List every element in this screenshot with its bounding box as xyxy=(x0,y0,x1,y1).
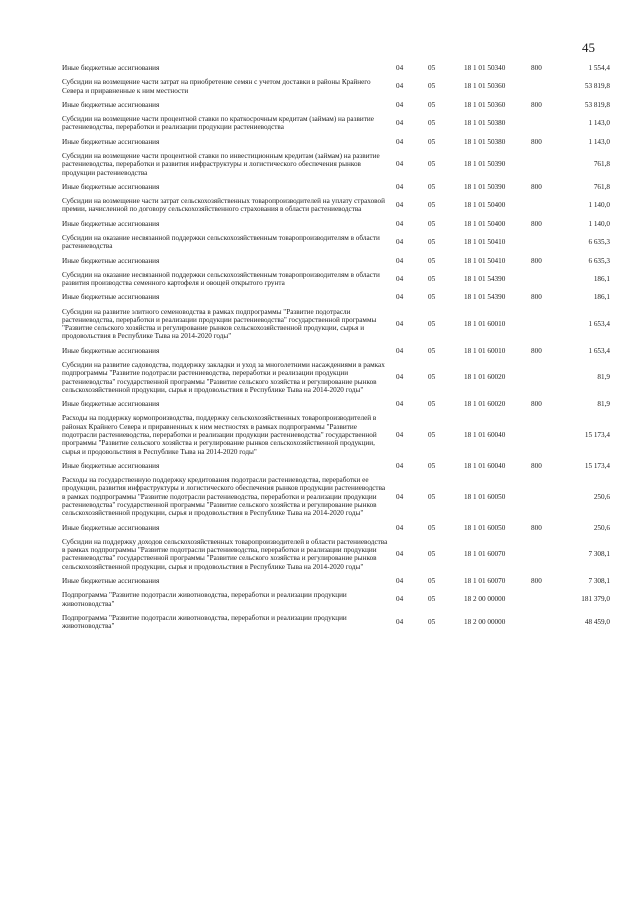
row-target-item-code: 18 1 01 60040 xyxy=(464,461,506,470)
row-subsection-code: 05 xyxy=(428,160,436,169)
row-name: Субсидии на развитие элитного семеноводства в рамках подпрограммы "Развитие подотрасли растениеводства, переработки и реализации продукции растениеводства" государственной программы "Развитие сельского хозяйства и регулирование рынков сельскохозяйственной продукции, сырья и продовольствия в Республике Тыва на 2014-2020 годы" xyxy=(62,307,377,341)
budget-table xyxy=(62,62,610,634)
table-row xyxy=(62,136,610,150)
row-amount: 7 308,1 xyxy=(588,576,610,585)
row-amount: 1 653,4 xyxy=(588,346,610,355)
row-amount: 761,8 xyxy=(593,160,610,169)
row-expense-type-code: 800 xyxy=(531,346,542,355)
row-target-item-code: 18 2 00 00000 xyxy=(464,595,506,604)
row-amount: 186,1 xyxy=(593,293,610,302)
row-subsection-code: 05 xyxy=(428,523,436,532)
row-target-item-code: 18 1 01 60010 xyxy=(464,320,506,329)
row-section-code: 04 xyxy=(396,82,404,91)
table-row xyxy=(62,612,610,635)
row-target-item-code: 18 1 01 60020 xyxy=(464,373,506,382)
row-name: Подпрограмма "Развитие подотрасли животноводства, переработки и реализации продукции животноводства" xyxy=(62,613,347,631)
row-subsection-code: 05 xyxy=(428,119,436,128)
row-amount: 1 554,4 xyxy=(588,64,610,72)
row-expense-type-code: 800 xyxy=(531,576,542,585)
row-subsection-code: 05 xyxy=(428,238,436,247)
table-row xyxy=(62,536,610,575)
row-target-item-code: 18 1 01 60050 xyxy=(464,523,506,532)
budget-table-body xyxy=(62,62,610,634)
row-amount: 1 143,0 xyxy=(588,137,610,146)
row-amount: 250,6 xyxy=(593,523,610,532)
row-subsection-code: 05 xyxy=(428,320,436,329)
row-expense-type-code: 800 xyxy=(531,523,542,532)
table-row xyxy=(62,460,610,474)
table-row xyxy=(62,589,610,612)
row-name: Иные бюджетные ассигнования xyxy=(62,219,160,228)
row-amount: 81,9 xyxy=(597,373,610,382)
table-row xyxy=(62,150,610,181)
row-target-item-code: 18 1 01 60020 xyxy=(464,400,506,409)
row-subsection-code: 05 xyxy=(428,256,436,265)
row-subsection-code: 05 xyxy=(428,576,436,585)
row-name: Подпрограмма "Развитие подотрасли животноводства, переработки и реализации продукции животноводства" xyxy=(62,591,347,608)
row-amount: 7 308,1 xyxy=(588,550,610,559)
row-name: Субсидии на возмещение части затрат сельскохозяйственных товаропроизводителей на уплату страховой премии, начисленной по договору сельскохозяйственного страхования в области растениеводства xyxy=(62,197,385,214)
row-name: Иные бюджетные ассигнования xyxy=(62,523,160,532)
row-target-item-code: 18 1 01 50360 xyxy=(464,82,506,91)
row-subsection-code: 05 xyxy=(428,550,436,559)
row-subsection-code: 05 xyxy=(428,431,436,439)
table-row xyxy=(62,113,610,136)
row-amount: 48 459,0 xyxy=(584,617,610,626)
row-subsection-code: 05 xyxy=(428,346,436,355)
row-section-code: 04 xyxy=(396,595,404,604)
row-name: Иные бюджетные ассигнования xyxy=(62,182,160,191)
row-name: Субсидии на возмещение части процентной ставки по краткосрочным кредитам (займам) на развитие растениеводства, переработки и реализации продукции растениеводства xyxy=(62,115,374,132)
row-subsection-code: 05 xyxy=(428,400,436,409)
row-subsection-code: 05 xyxy=(428,219,436,228)
row-expense-type-code xyxy=(531,589,567,612)
row-name: Иные бюджетные ассигнования xyxy=(62,293,160,302)
row-target-item-code: 18 2 00 00000 xyxy=(464,617,506,626)
row-name: Иные бюджетные ассигнования xyxy=(62,64,160,72)
row-target-item-code: 18 1 01 50390 xyxy=(464,182,506,191)
row-subsection-code: 05 xyxy=(428,64,436,72)
row-name: Субсидии на оказание несвязанной поддержки сельскохозяйственным товаропроизводителям в области растениеводства xyxy=(62,233,380,251)
row-expense-type-code xyxy=(531,359,567,398)
row-target-item-code: 18 1 01 50400 xyxy=(464,219,506,228)
table-row xyxy=(62,76,610,99)
row-section-code: 04 xyxy=(396,293,404,302)
row-amount: 1 653,4 xyxy=(588,320,610,329)
table-row xyxy=(62,306,610,345)
row-section-code: 04 xyxy=(396,64,404,72)
row-expense-type-code: 800 xyxy=(531,100,542,109)
row-expense-type-code xyxy=(531,474,567,521)
row-target-item-code: 18 1 01 50400 xyxy=(464,201,506,210)
row-expense-type-code: 800 xyxy=(531,219,542,228)
row-amount: 53 819,8 xyxy=(584,100,610,109)
row-target-item-code: 18 1 01 54390 xyxy=(464,274,506,283)
row-section-code: 04 xyxy=(396,400,404,409)
row-name: Субсидии на возмещение части затрат на приобретение семян с учетом доставки в районы Крайнего Севера и приравненные к ним местности xyxy=(62,78,371,95)
row-target-item-code: 18 1 01 60070 xyxy=(464,550,506,559)
table-row xyxy=(62,291,610,305)
row-expense-type-code xyxy=(531,536,567,575)
row-expense-type-code: 800 xyxy=(531,400,542,409)
row-section-code: 04 xyxy=(396,256,404,265)
row-target-item-code: 18 1 01 50410 xyxy=(464,238,506,247)
row-subsection-code: 05 xyxy=(428,137,436,146)
row-amount: 186,1 xyxy=(593,274,610,283)
table-row xyxy=(62,232,610,255)
row-name: Иные бюджетные ассигнования xyxy=(62,400,160,409)
row-name: Субсидии на возмещение части процентной ставки по инвестиционным кредитам (займам) на развитие растениеводства, переработки и развития инфраструктуры и логистического обеспечения рынков продукции растениеводства xyxy=(62,151,380,177)
row-target-item-code: 18 1 01 50380 xyxy=(464,119,506,128)
row-amount: 1 140,0 xyxy=(588,201,610,210)
table-row xyxy=(62,359,610,398)
row-expense-type-code xyxy=(531,232,567,255)
row-expense-type-code: 800 xyxy=(531,293,542,302)
row-target-item-code: 18 1 01 60010 xyxy=(464,346,506,355)
row-expense-type-code xyxy=(531,195,567,218)
row-expense-type-code: 800 xyxy=(531,137,542,146)
row-target-item-code: 18 1 01 54390 xyxy=(464,293,506,302)
row-name: Иные бюджетные ассигнования xyxy=(62,576,160,585)
row-expense-type-code xyxy=(531,612,567,635)
row-section-code: 04 xyxy=(396,431,404,439)
table-row xyxy=(62,181,610,195)
table-row xyxy=(62,522,610,536)
table-row xyxy=(62,99,610,113)
row-section-code: 04 xyxy=(396,320,404,329)
row-subsection-code: 05 xyxy=(428,82,436,91)
row-amount: 1 143,0 xyxy=(588,119,610,128)
row-target-item-code: 18 1 01 50390 xyxy=(464,160,506,169)
row-subsection-code: 05 xyxy=(428,373,436,382)
row-section-code: 04 xyxy=(396,274,404,283)
row-section-code: 04 xyxy=(396,119,404,128)
row-expense-type-code xyxy=(531,269,567,292)
row-name: Расходы на поддержку кормопроизводства, поддержку сельскохозяйственных товаропроизводителей в районах Крайнего Севера и приравненных к ним местностях в рамках подпрограммы "Развитие подотрасли растениеводства, переработки и реализации продукции растениеводства" государственной программы "Развитие сельского хозяйства и регулирование рынков сельскохозяйственной продукции, сырья и продовольствия в Республике Тыва на 2014-2020 годы" xyxy=(62,414,377,456)
table-row xyxy=(62,412,610,459)
row-expense-type-code xyxy=(531,113,567,136)
table-row xyxy=(62,255,610,269)
row-name: Иные бюджетные ассигнования xyxy=(62,256,160,265)
row-expense-type-code xyxy=(531,76,567,99)
row-amount: 53 819,8 xyxy=(584,82,610,91)
row-section-code: 04 xyxy=(396,201,404,210)
row-subsection-code: 05 xyxy=(428,182,436,191)
row-amount: 81,9 xyxy=(597,400,610,409)
row-target-item-code: 18 1 01 60050 xyxy=(464,492,506,501)
table-row xyxy=(62,345,610,359)
row-target-item-code: 18 1 01 50410 xyxy=(464,256,506,265)
row-amount: 250,6 xyxy=(593,492,610,501)
row-expense-type-code xyxy=(531,306,567,345)
row-name: Иные бюджетные ассигнования xyxy=(62,100,160,109)
row-target-item-code: 18 1 01 50380 xyxy=(464,137,506,146)
row-section-code: 04 xyxy=(396,219,404,228)
table-row xyxy=(62,62,610,76)
row-name: Субсидии на поддержку доходов сельскохозяйственных товаропроизводителей в области растениеводства в рамках подпрограммы "Развитие подотрасли растениеводства, переработки и реализации продукции растениеводства" государственной программы "Развитие сельского хозяйства и регулирование рынков сельскохозяйственной продукции, сырья и продовольствия в Республике Тыва на 2014-2020 годы" xyxy=(62,537,388,571)
table-row xyxy=(62,575,610,589)
row-expense-type-code: 800 xyxy=(531,461,542,470)
row-target-item-code: 18 1 01 50340 xyxy=(464,64,506,72)
row-subsection-code: 05 xyxy=(428,274,436,283)
row-expense-type-code: 800 xyxy=(531,256,542,265)
table-row xyxy=(62,195,610,218)
row-name: Иные бюджетные ассигнования xyxy=(62,137,160,146)
row-section-code: 04 xyxy=(396,137,404,146)
row-section-code: 04 xyxy=(396,238,404,247)
row-amount: 6 635,3 xyxy=(588,238,610,247)
row-subsection-code: 05 xyxy=(428,201,436,210)
row-expense-type-code: 800 xyxy=(531,182,542,191)
row-subsection-code: 05 xyxy=(428,492,436,501)
row-name: Иные бюджетные ассигнования xyxy=(62,346,160,355)
row-section-code: 04 xyxy=(396,346,404,355)
table-row xyxy=(62,398,610,412)
row-section-code: 04 xyxy=(396,461,404,470)
row-section-code: 04 xyxy=(396,100,404,109)
table-row xyxy=(62,218,610,232)
row-expense-type-code xyxy=(531,150,567,181)
row-amount: 181 379,0 xyxy=(581,595,610,604)
row-section-code: 04 xyxy=(396,576,404,585)
row-amount: 15 173,4 xyxy=(584,461,610,470)
table-row xyxy=(62,474,610,521)
row-expense-type-code xyxy=(531,412,567,459)
row-subsection-code: 05 xyxy=(428,100,436,109)
row-target-item-code: 18 1 01 50360 xyxy=(464,100,506,109)
row-name: Иные бюджетные ассигнования xyxy=(62,461,160,470)
row-name: Субсидии на оказание несвязанной поддержки сельскохозяйственным товаропроизводителям в области развития производства семенного картофеля и овощей открытого грунта xyxy=(62,270,380,288)
row-section-code: 04 xyxy=(396,160,404,169)
row-subsection-code: 05 xyxy=(428,293,436,302)
row-subsection-code: 05 xyxy=(428,595,436,604)
row-subsection-code: 05 xyxy=(428,461,436,470)
row-target-item-code: 18 1 01 60040 xyxy=(464,431,506,439)
row-section-code: 04 xyxy=(396,182,404,191)
row-section-code: 04 xyxy=(396,617,404,626)
row-expense-type-code: 800 xyxy=(531,64,542,72)
row-section-code: 04 xyxy=(396,523,404,532)
row-amount: 761,8 xyxy=(593,182,610,191)
row-amount: 1 140,0 xyxy=(588,219,610,228)
row-name: Расходы на государственную поддержку кредитования подотрасли растениеводства, переработки ее продукции, развития инфраструктуры и логистического обеспечения рынков продукции растениеводства в рамках подпрограммы "Развитие подотрасли растениеводства, переработки и реализации продукции растениеводства" государственной программы "Развитие сельского хозяйства и регулирование рынков сельскохозяйственной продукции, сырья и продовольствия в Республике Тыва на 2014-2020 годы" xyxy=(62,476,386,518)
row-section-code: 04 xyxy=(396,492,404,501)
row-subsection-code: 05 xyxy=(428,617,436,626)
row-section-code: 04 xyxy=(396,373,404,382)
row-target-item-code: 18 1 01 60070 xyxy=(464,576,506,585)
page-number: 45 xyxy=(582,40,595,55)
row-name: Субсидии на развитие садоводства, поддержку закладки и уход за многолетними насаждениями в рамках подпрограммы "Развитие подотрасли растениеводства, переработки и реализации продукции растениеводства" государственной программы "Развитие сельского хозяйства и регулирование рынков сельскохозяйственной продукции, сырья и продовольствия в Республике Тыва на 2014-2020 годы" xyxy=(62,361,385,394)
row-amount: 15 173,4 xyxy=(584,431,610,439)
row-section-code: 04 xyxy=(396,550,404,559)
table-row xyxy=(62,269,610,292)
row-amount: 6 635,3 xyxy=(588,256,610,265)
